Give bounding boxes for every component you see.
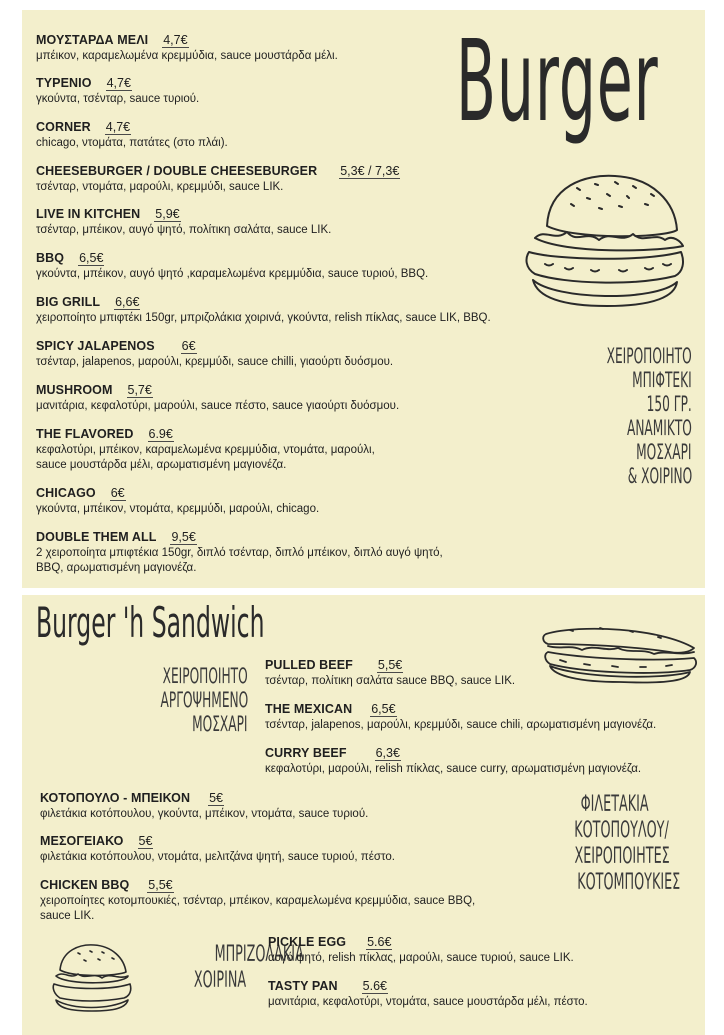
chicken-note-line: ΚΟΤΟΠΟΥΛΟΥ/ <box>574 818 669 843</box>
pork-note-line: ΜΠΡΙΖΟΛΑΚΙΑ <box>214 942 304 967</box>
item-price: 6,5€ <box>371 702 396 716</box>
item-name: THE MEXICAN <box>265 702 353 716</box>
menu-item <box>36 76 199 107</box>
item-price: 5€ <box>138 834 153 848</box>
item-price: 4,7€ <box>163 33 188 47</box>
item-description: φιλετάκια κοτόπουλου, ντομάτα, μελιτζάνα ψητή, sauce τυριού, πέστο. <box>40 851 395 863</box>
burger-side-note <box>545 344 692 488</box>
item-price: 5.6€ <box>367 935 392 949</box>
item-description: τσένταρ, ντομάτα, μαρούλι, κρεμμύδι, sauce LIK. <box>36 181 284 193</box>
item-description: τσένταρ, jalapenos, μαρούλι, κρεμμύδι, sauce chilli, γιαούρτι δυόσμου. <box>36 356 394 368</box>
item-description: μανιτάρια, κεφαλοτύρι, ντομάτα, sauce μουστάρδα μέλι, πέστο. <box>268 996 588 1008</box>
beef-note-line: ΜΟΣΧΑΡΙ <box>192 712 248 736</box>
item-description: μανιτάρια, κεφαλοτύρι, μαρούλι, sauce πέστο, sauce γιαούρτι δυόσμου. <box>36 400 400 412</box>
item-description: κεφαλοτύρι, μαρούλι, relish πίκλας, sauce curry, αρωματισμένη μαγιονέζα. <box>265 763 642 775</box>
item-price: 5,7€ <box>127 383 152 397</box>
item-name: MUSHROOM <box>36 383 113 397</box>
item-description: τσένταρ, μπέικον, αυγό ψητό, πολίτικη σαλάτα, sauce LIK. <box>36 224 332 236</box>
item-description: μπέικον, καραμελωμένα κρεμμύδια, sauce μουστάρδα μέλι. <box>36 50 338 62</box>
menu-item <box>36 339 393 370</box>
menu-item <box>36 427 375 473</box>
item-description: τσένταρ, jalapenos, μαρούλι, κρεμμύδι, sauce chili, αρωματισμένη μαγιονέζα. <box>265 719 657 731</box>
small-burger-illustration <box>48 940 134 1012</box>
item-name: THE FLAVORED <box>36 427 134 441</box>
menu-item <box>36 486 319 517</box>
chicken-note <box>540 792 690 896</box>
menu-item <box>265 658 515 689</box>
burger-side-note-line: ΧΕΙΡΟΠΟΙΗΤΟ <box>606 344 692 368</box>
burger-side-note-line: & ΧΟΙΡΙΝΟ <box>627 464 692 488</box>
item-price: 6,6€ <box>115 295 140 309</box>
menu-item <box>36 164 400 195</box>
menu-item <box>265 746 641 777</box>
burger-illustration <box>515 168 687 308</box>
menu-item <box>36 207 331 238</box>
item-name: PULLED BEEF <box>265 658 353 672</box>
burger-side-note-line: ΜΠΙΦΤΕΚΙ <box>632 368 692 392</box>
item-name: BBQ <box>36 251 65 265</box>
beef-note-line: ΑΡΓΟΨΗΜΕΝΟ <box>160 688 248 712</box>
menu-item <box>40 878 475 924</box>
item-price: 4,7€ <box>105 120 131 134</box>
item-price: 5€ <box>209 791 224 805</box>
pork-note-line: ΧΟΙΡΙΝΑ <box>193 968 246 993</box>
menu-item <box>36 383 399 414</box>
burger-title: Burger <box>456 17 659 147</box>
burger-side-note-line: 150 ΓΡ. <box>646 392 692 416</box>
item-price: 5,5€ <box>148 878 173 892</box>
burger-side-note-line: ΜΟΣΧΑΡΙ <box>636 440 692 464</box>
item-description: sauce μουστάρδα μέλι, αρωματισμένη μαγιονέζα. <box>36 459 287 471</box>
item-description: BBQ, αρωματισμένη μαγιονέζα. <box>36 562 197 574</box>
item-name: CURRY BEEF <box>265 746 347 760</box>
item-name: TASTY PAN <box>268 979 338 993</box>
item-description: γκούντα, μπέικον, αυγό ψητό ,καραμελωμένα κρεμμύδια, sauce τυριού, BBQ. <box>36 268 429 280</box>
beef-note-line: ΧΕΙΡΟΠΟΙΗΤΟ <box>162 664 248 688</box>
item-name: DOUBLE THEM ALL <box>36 530 157 544</box>
item-price: 5,3€ / 7,3€ <box>340 164 400 178</box>
item-description: αυγό ψητό, relish πίκλας, μαρούλι, sauce τυριού, sauce LIK. <box>268 952 574 964</box>
menu-item <box>40 791 368 822</box>
item-description: sauce LIK. <box>40 910 95 922</box>
beef-note <box>97 664 248 736</box>
menu-item <box>268 935 574 966</box>
item-name: ΤΥΡΕΝΙΟ <box>36 76 92 90</box>
item-price: 5,9€ <box>155 207 180 221</box>
item-name: CORNER <box>36 120 91 134</box>
item-price: 6,5€ <box>79 251 104 265</box>
item-price: 6,3€ <box>375 746 400 760</box>
item-description: κεφαλοτύρι, μπέικον, καραμελωμένα κρεμμύδια, ντομάτα, μαρούλι, <box>36 444 375 456</box>
item-price: 5.6€ <box>362 979 387 993</box>
item-name: ΚΟΤΟΠΟΥΛΟ - ΜΠΕΙΚΟΝ <box>40 791 191 805</box>
item-price: 9,5€ <box>171 530 196 544</box>
menu-item <box>36 33 338 64</box>
item-description: χειροποίητο μπιφτέκι 150gr, μπριζολάκια χοιρινά, γκούντα, relish πίκλας, sauce LIK, BBQ. <box>36 312 491 324</box>
item-description: φιλετάκια κοτόπουλου, γκούντα, μπέικον, ντομάτα, sauce τυριού. <box>40 808 369 820</box>
burger-side-note-line: ΑΝΑΜΙΚΤΟ <box>627 416 692 440</box>
item-name: PICKLE EGG <box>268 935 347 949</box>
item-name: CHICKEN BBQ <box>40 878 130 892</box>
menu-item <box>36 120 228 151</box>
menu-item <box>40 834 395 865</box>
sandwich-illustration <box>540 622 700 684</box>
item-description: γκούντα, τσένταρ, sauce τυριού. <box>36 93 200 105</box>
item-name: ΜΟΥΣΤΑΡΔΑ ΜΕΛΙ <box>36 33 149 47</box>
item-name: BIG GRILL <box>36 295 101 309</box>
item-price: 5,5€ <box>377 658 403 672</box>
item-price: 6€ <box>181 339 196 353</box>
item-name: CHICAGO <box>36 486 96 500</box>
menu-item <box>268 979 588 1010</box>
menu-item <box>265 702 656 733</box>
item-name: ΜΕΣΟΓΕΙΑΚΟ <box>40 834 124 848</box>
menu-item <box>36 295 491 326</box>
item-description: τσένταρ, πολίτικη σαλάτα sauce BBQ, sauce LIK. <box>265 675 516 687</box>
menu-item <box>36 251 428 282</box>
chicken-note-line: ΧΕΙΡΟΠΟΙΗΤΕΣ <box>574 844 670 869</box>
item-price: 6€ <box>110 486 125 500</box>
item-price: 4,7€ <box>106 76 131 90</box>
item-description: 2 χειροποίητα μπιφτέκια 150gr, διπλό τσένταρ, διπλό μπέικον, διπλό αυγό ψητό, <box>36 547 443 559</box>
item-name: LIVE IN KITCHEN <box>36 207 141 221</box>
chicken-note-line: ΚΟΤΟΜΠΟΥΚΙΕΣ <box>577 870 681 895</box>
item-name: SPICY JALAPENOS <box>36 339 155 353</box>
item-description: chicago, ντομάτα, πατάτες (στο πλάι). <box>36 137 228 149</box>
item-description: χειροποίητες κοτομπουκιές, τσένταρ, μπέικον, καραμελωμένα κρεμμύδια, sauce BBQ, <box>40 895 476 907</box>
chicken-note-line: ΦΙΛΕΤΑΚΙΑ <box>581 792 649 817</box>
item-price: 6.9€ <box>148 427 173 441</box>
item-name: CHEESEBURGER / DOUBLE CHEESEBURGER <box>36 164 318 178</box>
sandwich-title: Burger 'h Sandwich <box>36 598 265 647</box>
item-description: γκούντα, μπέικον, ντομάτα, κρεμμύδι, μαρούλι, chicago. <box>36 503 320 515</box>
menu-item <box>36 530 443 576</box>
